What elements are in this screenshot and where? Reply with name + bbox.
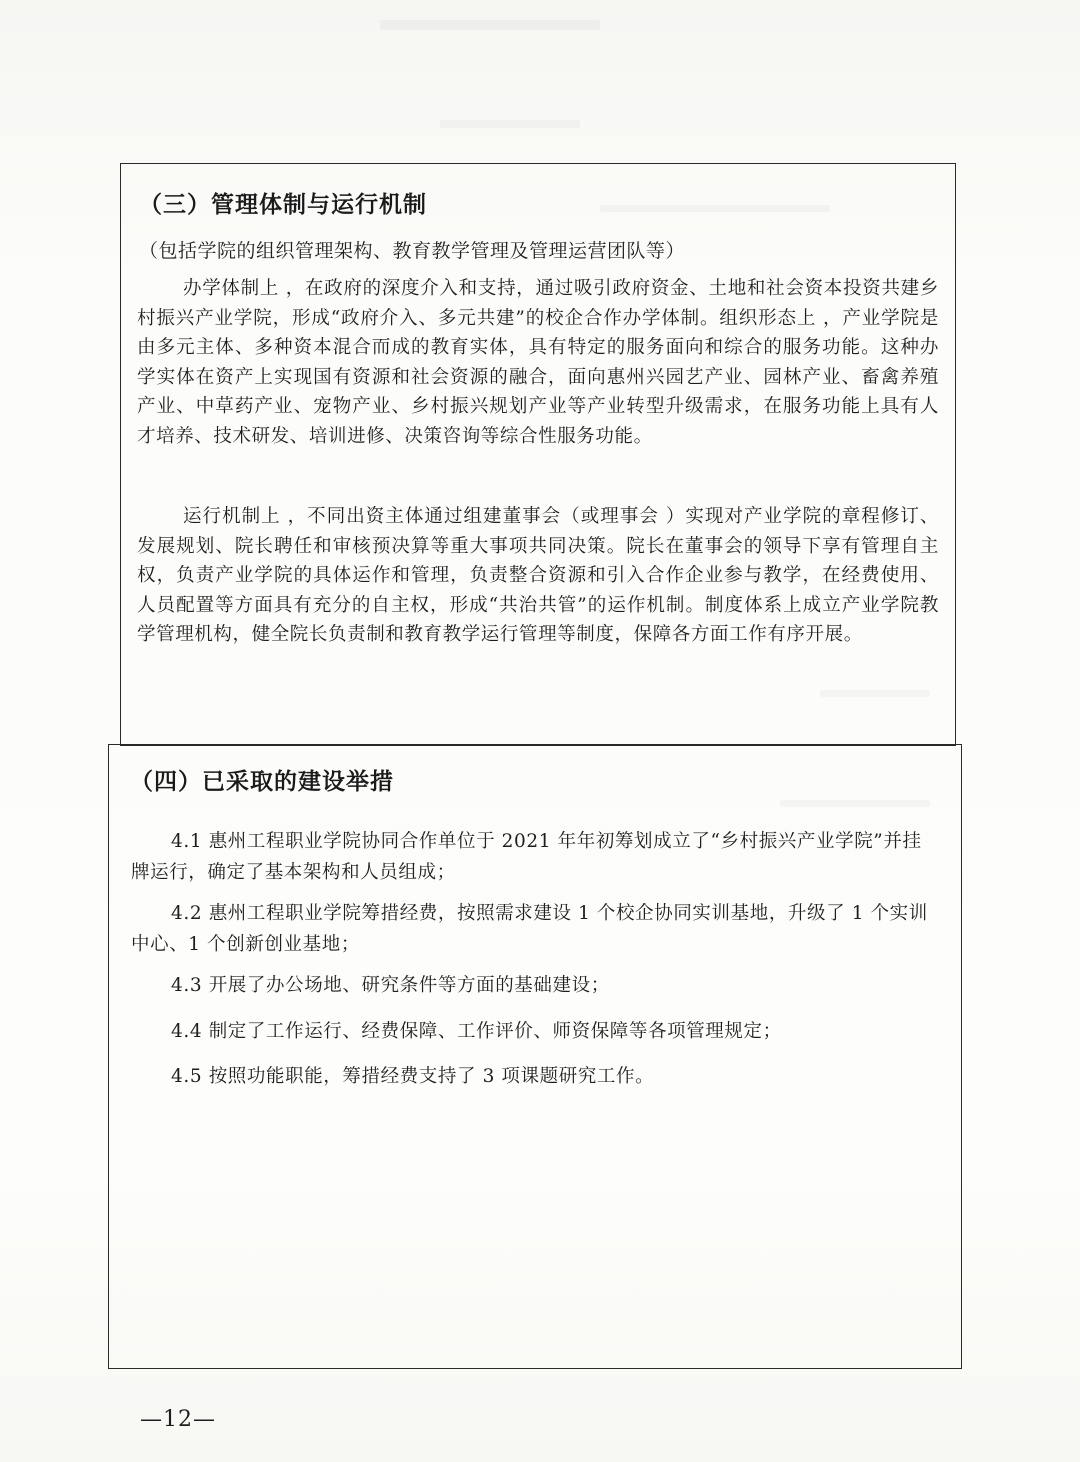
section-3-paragraph-1: 办学体制上 ，在政府的深度介入和支持，通过吸引政府资金、土地和社会资本投资共建乡村振兴产业学院，形成“政府介入、多元共建”的校企合作办学体制。组织形态上 ，产业学院是由多元主体、多种资本混合而成的教育实体，具有特定的服务面向和综合的服务功能。这种办学实体在资产上实现国有资源和社会资源的融合，面向惠州兴园艺产业、园林产业、畜禽养殖产业、中草药产业、宠物产业、乡村振兴规划产业等产业转型升级需求，在服务功能上具有人才培养、技术研发、培训进修、决策咨询等综合性服务功能。 [137,278,939,447]
section-3-note: （包括学院的组织管理架构、教育教学管理及管理运营团队等） [139,240,686,262]
measure-item-4-4: 4.4 制定了工作运行、经费保障、工作评价、师资保障等各项管理规定； [171,1021,782,1042]
bleed-mark [380,20,600,30]
measure-item-4-2: 4.2 惠州工程职业学院筹措经费，按照需求建设 1 个校企协同实训基地，升级了 1 个实训中心、1 个创新创业基地； [131,903,928,955]
section-3-heading: （三）管理体制与运行机制 [139,192,427,218]
measure-item-4-1: 4.1 惠州工程职业学院协同合作单位于 2021 年年初筹划成立了“乡村振兴产业学院”并挂牌运行，确定了基本架构和人员组成； [131,831,922,883]
section-4-heading: （四）已采取的建设举措 [130,769,394,795]
bleed-mark [440,120,580,128]
section-3-paragraph-2: 运行机制上 ，不同出资主体通过组建董事会（或理事会 ）实现对产业学院的章程修订、发展规划、院长聘任和审核预决算等重大事项共同决策。院长在董事会的领导下享有管理自主权，负责产业学院的具体运作和管理，负责整合资源和引入合作企业参与教学，在经费使用、人员配置等方面具有充分的自主权，形成“共治共管”的运作机制。制度体系上成立产业学院教学管理机构，健全院长负责制和教育教学运行管理等制度，保障各方面工作有序开展。 [137,506,939,645]
page-number: —12— [140,1407,216,1432]
measure-item-4-5: 4.5 按照功能职能，筹措经费支持了 3 项课题研究工作。 [171,1066,655,1087]
measure-item-4-3: 4.3 开展了办公场地、研究条件等方面的基础建设； [171,975,610,996]
